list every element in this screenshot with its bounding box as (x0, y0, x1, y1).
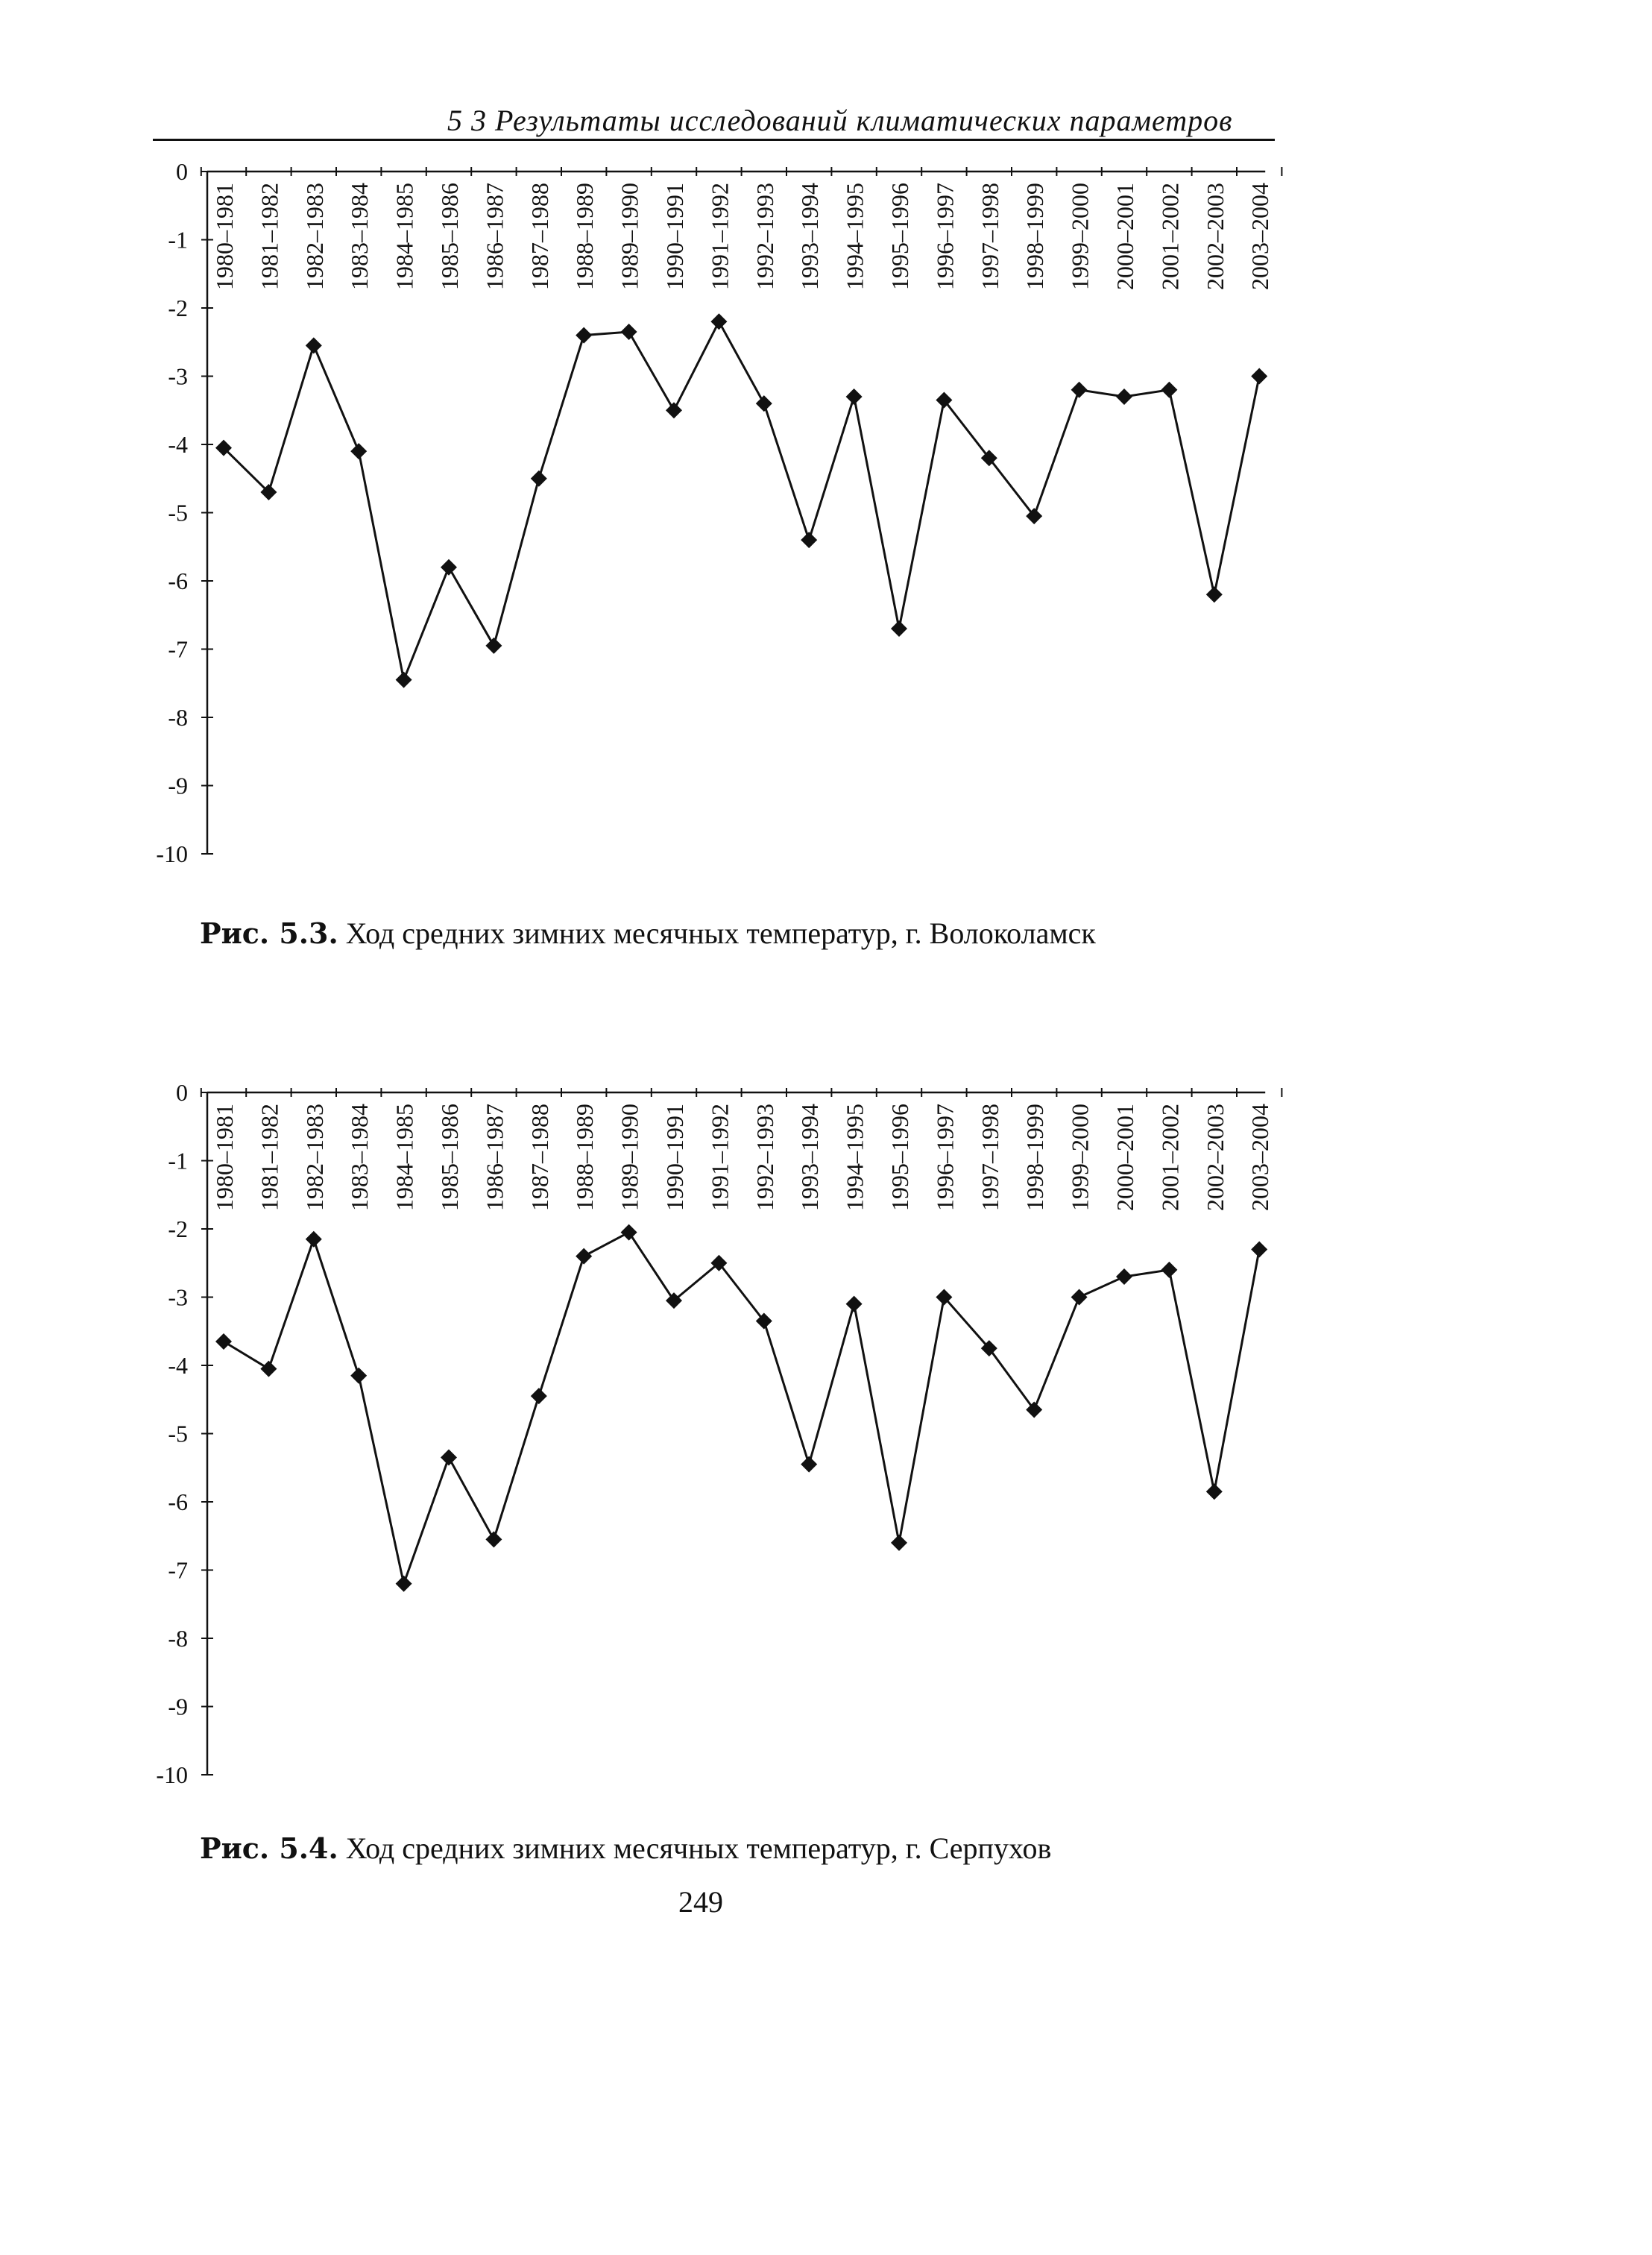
x-tick-label: 1995–1996 (886, 1104, 913, 1211)
caption-text: Ход средних зимних месячных температур, г. Волоколамск (338, 916, 1096, 950)
x-tick-label: 1981–1982 (256, 1104, 283, 1211)
data-point (215, 1333, 232, 1350)
data-point (621, 324, 637, 340)
y-tick-label: -7 (168, 1556, 188, 1584)
x-tick-label: 2002–2003 (1201, 1104, 1229, 1211)
data-point (846, 1296, 863, 1312)
x-tick-label: 1980–1981 (211, 183, 238, 290)
x-tick-label: 1984–1985 (391, 183, 418, 290)
data-point (1116, 389, 1132, 405)
data-point (1161, 1262, 1177, 1278)
x-tick-label: 1996–1997 (931, 183, 959, 290)
data-point (396, 672, 412, 688)
data-point (1116, 1268, 1132, 1285)
y-tick-label: -5 (168, 1420, 188, 1447)
data-point (531, 1388, 547, 1404)
x-tick-label: 1990–1991 (661, 183, 688, 290)
data-point (801, 1456, 817, 1473)
y-tick-label: -2 (168, 295, 188, 321)
y-tick-label: -6 (168, 567, 188, 594)
y-tick-label: -9 (168, 772, 188, 799)
x-tick-label: 1989–1990 (616, 1104, 643, 1211)
x-tick-label: 1982–1983 (300, 182, 328, 290)
data-point (801, 532, 817, 548)
x-tick-label: 1987–1988 (526, 183, 553, 290)
data-point (576, 1248, 592, 1265)
data-point (396, 1576, 412, 1592)
x-tick-label: 1995–1996 (886, 183, 913, 290)
caption-number: Рис. 5.3. (200, 916, 338, 950)
x-tick-label: 1998–1999 (1021, 183, 1049, 290)
data-point (710, 313, 727, 330)
series-line (224, 1233, 1259, 1584)
y-tick-label: -5 (168, 499, 188, 526)
x-tick-label: 1992–1993 (751, 183, 778, 290)
x-tick-label: 2001–2002 (1156, 1104, 1184, 1211)
x-tick-label: 1998–1999 (1021, 1104, 1049, 1211)
y-tick-label: -7 (168, 635, 188, 663)
y-tick-label: -8 (168, 704, 188, 731)
chart-serpukhov (142, 1074, 1290, 1790)
x-tick-label: 1988–1989 (571, 1104, 599, 1211)
figure-caption-2 (200, 1831, 1051, 1866)
x-tick-label: 2003–2004 (1246, 1104, 1274, 1211)
x-tick-label: 1993–1994 (796, 182, 824, 290)
x-tick-label: 2001–2002 (1156, 183, 1184, 290)
data-point (846, 389, 863, 405)
data-point (1251, 1241, 1267, 1257)
data-point (1161, 382, 1177, 398)
x-tick-label: 1986–1987 (481, 1104, 508, 1211)
y-tick-label: -10 (156, 1761, 188, 1788)
x-tick-label: 1986–1987 (481, 183, 508, 291)
x-tick-label: 1999–2000 (1066, 1104, 1094, 1211)
x-tick-label: 1984–1985 (391, 1104, 418, 1211)
data-point (891, 1535, 907, 1551)
data-point (891, 620, 907, 637)
x-tick-label: 1997–1998 (976, 183, 1003, 290)
x-tick-label: 1994–1995 (841, 183, 868, 290)
data-point (350, 443, 367, 459)
y-tick-label: -2 (168, 1215, 188, 1242)
y-tick-label: -9 (168, 1693, 188, 1720)
x-tick-label: 1993–1994 (796, 1104, 824, 1211)
x-tick-label: 1983–1984 (346, 1104, 373, 1211)
x-tick-label: 2000–2001 (1112, 183, 1138, 290)
data-point (666, 402, 682, 418)
x-tick-label: 1987–1988 (526, 1104, 553, 1211)
data-point (306, 337, 322, 353)
y-tick-label: -3 (168, 1283, 188, 1311)
x-tick-label: 1982–1983 (300, 1104, 328, 1211)
x-tick-label: 1994–1995 (841, 1104, 868, 1211)
chart-volokolamsk (142, 153, 1290, 869)
x-tick-label: 1983–1984 (346, 183, 373, 290)
data-point (1251, 368, 1267, 385)
data-point (1206, 1483, 1223, 1500)
y-tick-label: 0 (176, 1079, 188, 1106)
x-tick-label: 1980–1981 (211, 1104, 238, 1211)
page-number: 249 (678, 1885, 723, 1919)
x-tick-label: 1981–1982 (256, 183, 283, 290)
y-tick-label: -8 (168, 1625, 188, 1652)
data-point (1071, 382, 1088, 398)
y-tick-label: -4 (168, 1352, 188, 1379)
x-tick-label: 1985–1986 (436, 183, 463, 290)
x-tick-label: 1991–1992 (706, 183, 734, 290)
y-tick-label: -1 (168, 226, 188, 254)
data-point (1206, 586, 1223, 603)
x-tick-label: 1988–1989 (571, 183, 599, 290)
header-rule (153, 139, 1275, 141)
x-tick-label: 1985–1986 (436, 1104, 463, 1211)
data-point (756, 395, 772, 412)
y-tick-label: -6 (168, 1488, 188, 1515)
x-tick-label: 2000–2001 (1112, 1104, 1138, 1211)
figure-caption-1 (200, 916, 1096, 951)
data-point (1071, 1289, 1088, 1306)
x-tick-label: 1989–1990 (616, 183, 643, 290)
caption-number: Рис. 5.4. (200, 1831, 338, 1865)
running-head: 5 3 Результаты исследований климатических параметров (447, 104, 1233, 137)
data-point (621, 1224, 637, 1241)
data-point (441, 1450, 457, 1466)
data-point (531, 471, 547, 487)
y-tick-label: -1 (168, 1147, 188, 1174)
data-point (441, 559, 457, 576)
x-tick-label: 2003–2004 (1246, 183, 1274, 290)
x-tick-label: 2002–2003 (1201, 183, 1229, 290)
data-point (576, 327, 592, 344)
data-point (306, 1231, 322, 1248)
series-line (224, 321, 1259, 679)
y-tick-label: 0 (176, 158, 188, 185)
caption-text: Ход средних зимних месячных температур, г. Серпухов (338, 1831, 1052, 1865)
x-tick-label: 1996–1997 (931, 1104, 959, 1211)
y-tick-label: -4 (168, 431, 188, 458)
x-tick-label: 1997–1998 (976, 1104, 1003, 1211)
y-tick-label: -3 (168, 362, 188, 390)
data-point (260, 1361, 277, 1377)
data-point (350, 1368, 367, 1384)
y-tick-label: -10 (156, 840, 188, 867)
data-point (1026, 1401, 1042, 1418)
x-tick-label: 1990–1991 (661, 1104, 688, 1211)
data-point (485, 1531, 502, 1547)
x-tick-label: 1992–1993 (751, 1104, 778, 1211)
x-tick-label: 1999–2000 (1066, 183, 1094, 290)
x-tick-label: 1991–1992 (706, 1104, 734, 1211)
data-point (485, 638, 502, 654)
